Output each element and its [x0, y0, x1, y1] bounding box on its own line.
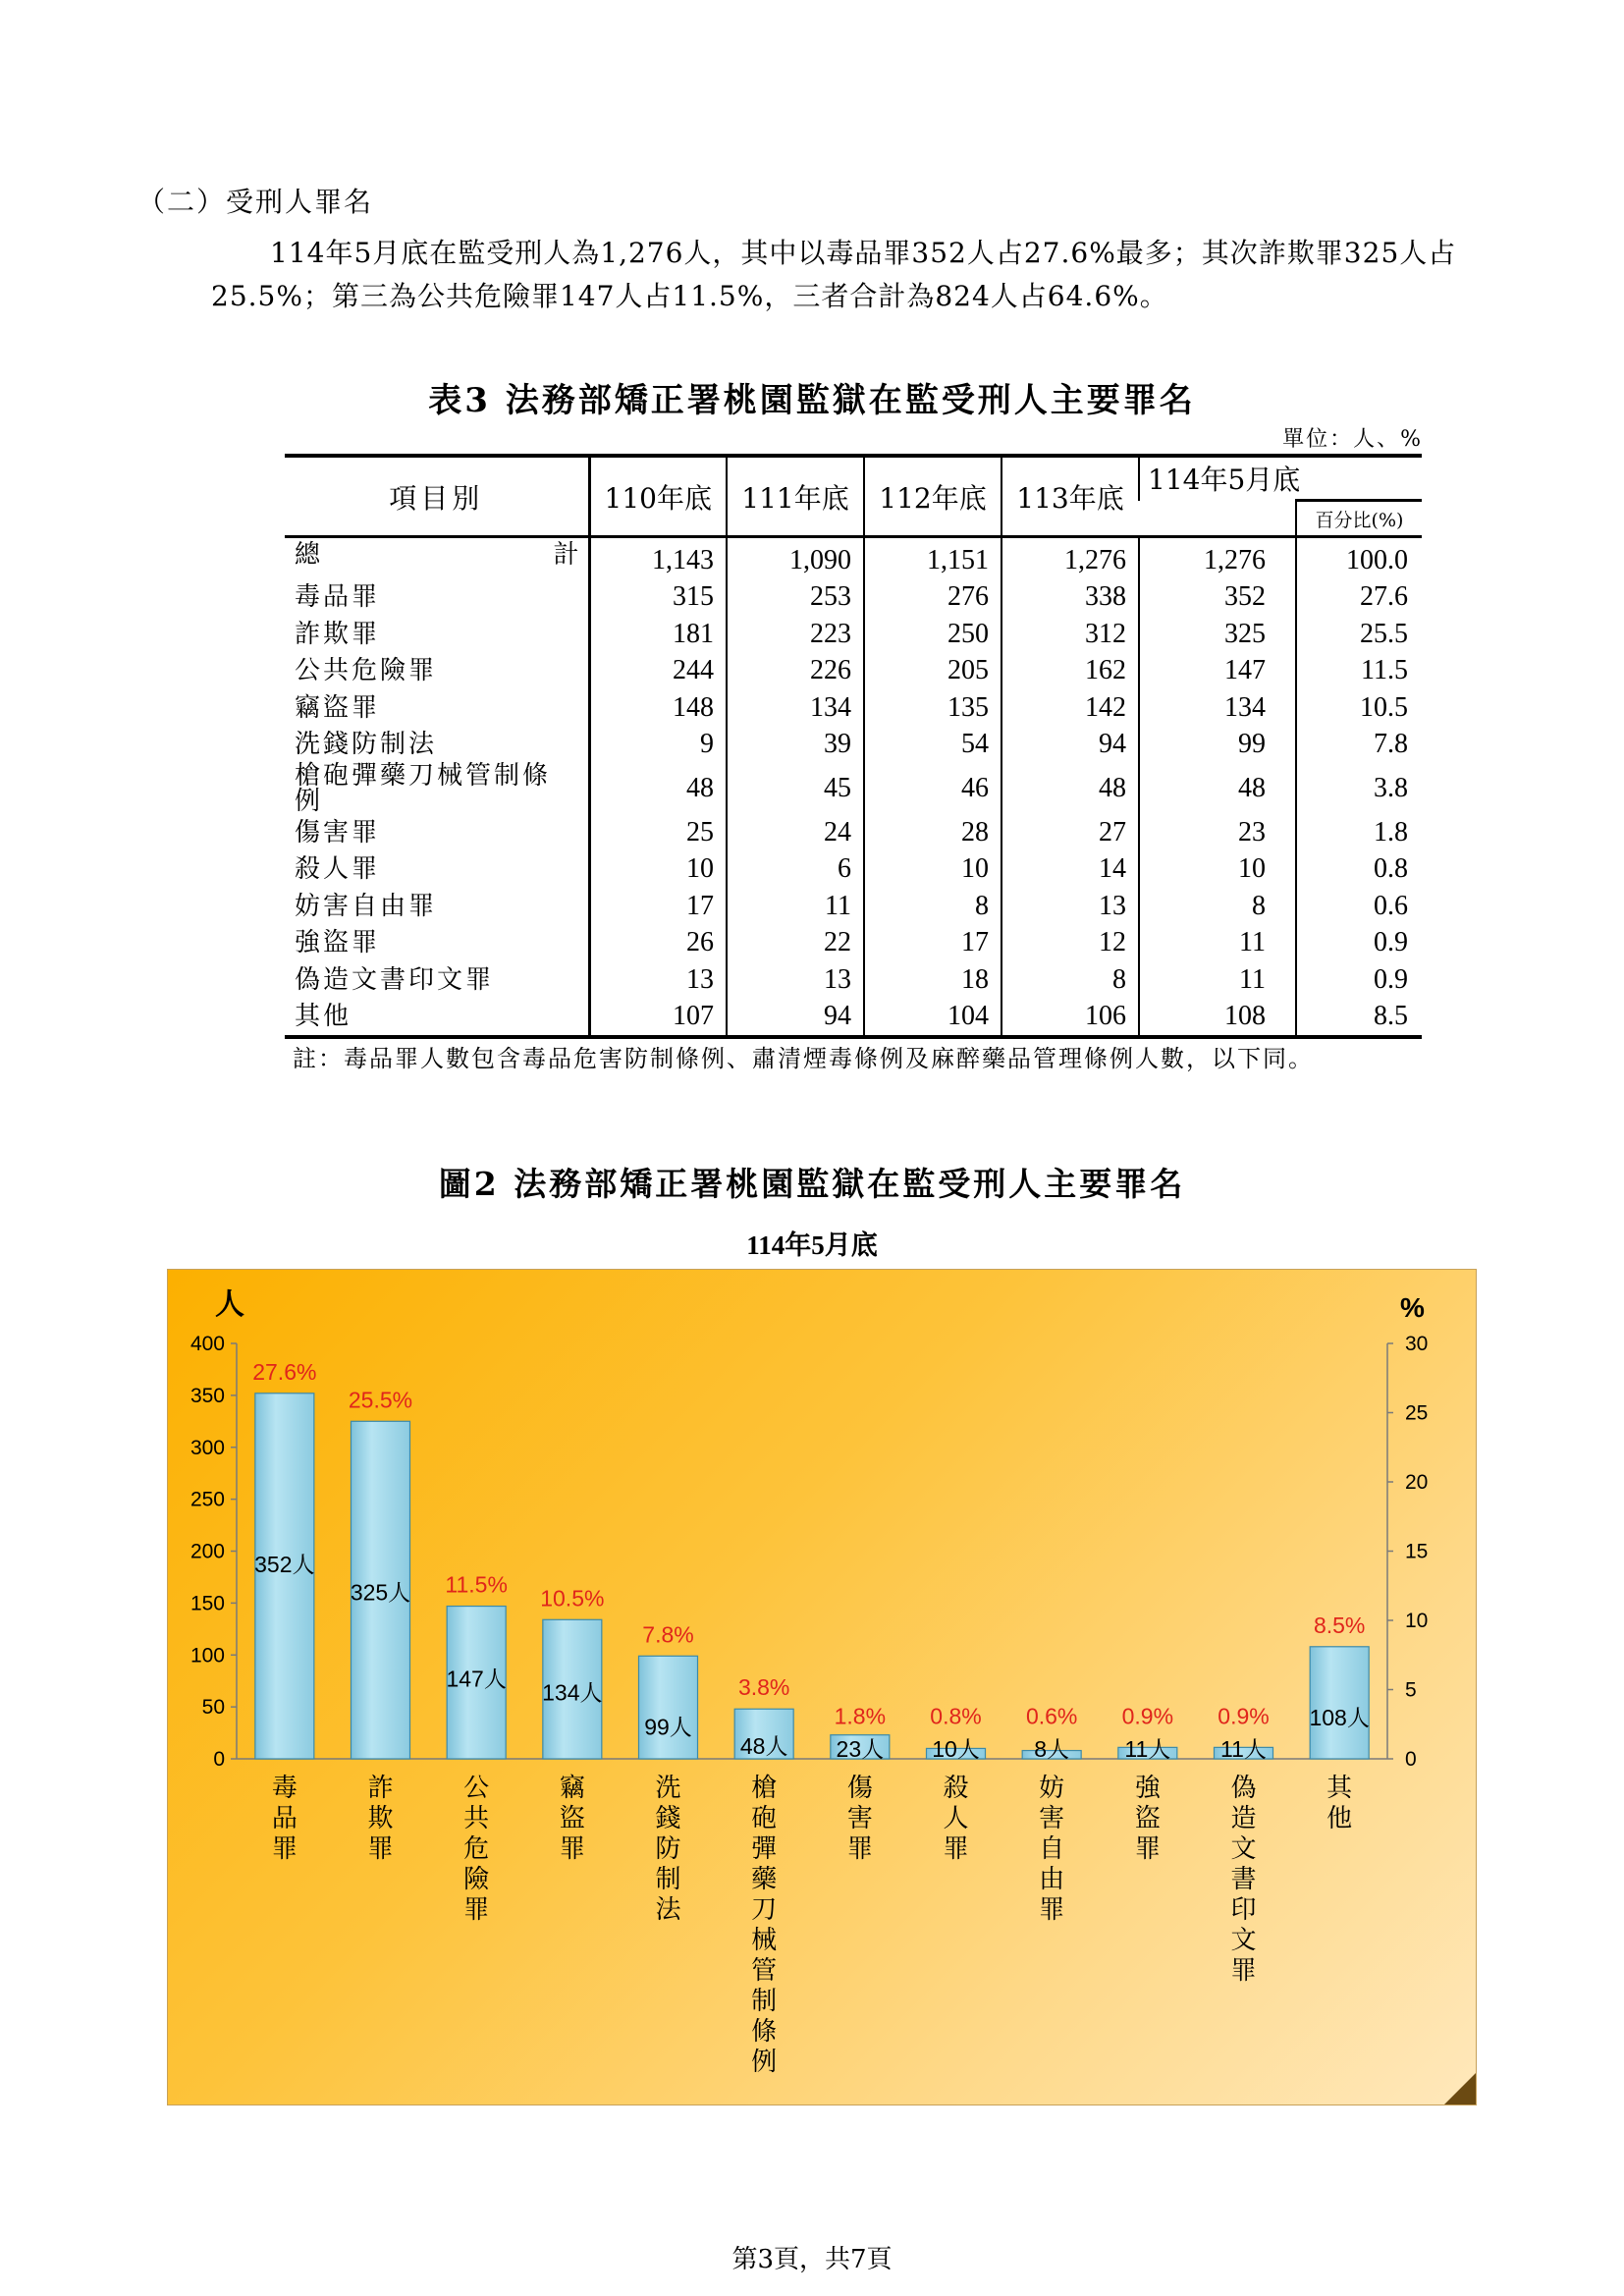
- col-header-112: 112年底: [864, 456, 1001, 537]
- table-row: [285, 689, 1422, 727]
- cell-v111: 11: [727, 888, 864, 925]
- col-header-110: 110年底: [589, 456, 727, 537]
- x-tick-label-char: 法: [655, 1895, 681, 1925]
- table-row: [285, 579, 1422, 617]
- x-tick-label-char: 詐: [367, 1774, 394, 1803]
- x-tick-label-char: 罪: [943, 1834, 969, 1864]
- cell-v112: 28: [864, 814, 1001, 851]
- x-tick-label-char: 盜: [1134, 1804, 1161, 1833]
- bar-percent-label: 0.6%: [1025, 1703, 1078, 1729]
- x-tick-label-char: 傷: [846, 1774, 873, 1803]
- x-tick-label-char: 殺: [943, 1774, 969, 1803]
- x-tick-label-char: 刀: [751, 1895, 778, 1925]
- cell-v114: 147: [1139, 653, 1296, 690]
- bar-value-label: 99人: [644, 1714, 692, 1740]
- bar-value-label: 23人: [836, 1736, 885, 1762]
- table-row: [285, 814, 1422, 851]
- bar-percent-label: 7.8%: [642, 1621, 694, 1648]
- table-row: [285, 888, 1422, 925]
- row-label: 毒品罪: [295, 582, 381, 613]
- paragraph-line-2: 25.5%；第三為公共危險罪147人占11.5%，三者合計為824人占64.6%。: [211, 280, 1168, 312]
- y-tick-label: 0: [213, 1748, 225, 1771]
- x-tick-label-char: 品: [271, 1804, 298, 1833]
- x-tick-label-char: 盜: [559, 1804, 585, 1833]
- x-tick-label-char: 欺: [367, 1804, 394, 1833]
- cell-v110: 25: [589, 814, 727, 851]
- bar-value-label: 108人: [1309, 1704, 1370, 1730]
- y-tick-label: 200: [189, 1540, 225, 1563]
- row-label: 詐欺罪: [295, 619, 381, 649]
- x-tick-label-char: 危: [463, 1834, 490, 1864]
- bar-percent-label: 0.8%: [930, 1703, 982, 1729]
- x-tick-label-char: 罪: [271, 1834, 298, 1864]
- table-row: [285, 653, 1422, 690]
- table-row: [285, 851, 1422, 889]
- row-label: 強盜罪: [295, 928, 381, 958]
- col-header-113: 113年底: [1001, 456, 1139, 537]
- page-curl-decoration: [1444, 2073, 1476, 2105]
- x-tick-label-char: 印: [1230, 1895, 1257, 1925]
- x-tick-label-char: 砲: [751, 1804, 778, 1833]
- x-tick-label-char: 害: [1039, 1804, 1065, 1833]
- page-footer: 第3頁，共7頁: [731, 2245, 893, 2274]
- bar-percent-label: 3.8%: [737, 1674, 790, 1701]
- cell-v114: 1,276: [1139, 537, 1296, 579]
- cell-v110: 48: [589, 763, 727, 814]
- cell-v111: 24: [727, 814, 864, 851]
- chart-subtitle: 114年5月底: [746, 1230, 878, 1260]
- bar-percent-label: 0.9%: [1121, 1703, 1174, 1729]
- cell-v114: 325: [1139, 616, 1296, 653]
- cell-v113: 338: [1001, 579, 1139, 617]
- cell-v114: 8: [1139, 888, 1296, 925]
- y2-tick-label: 20: [1405, 1471, 1429, 1494]
- chart-title: 圖2 法務部矯正署桃園監獄在監受刑人主要罪名: [438, 1165, 1186, 1203]
- x-tick-label-char: 槍: [751, 1774, 778, 1803]
- bar-value-label: 8人: [1034, 1736, 1070, 1762]
- col-header-item: 項目別: [285, 456, 589, 537]
- x-tick-label-char: 防: [655, 1834, 681, 1864]
- x-tick-label-char: 罪: [367, 1834, 394, 1864]
- cell-v113: 13: [1001, 888, 1139, 925]
- cell-v111: 253: [727, 579, 864, 617]
- x-tick-label-char: 人: [943, 1804, 969, 1833]
- row-label: 妨害自由罪: [295, 891, 438, 921]
- cell-v114: 10: [1139, 851, 1296, 889]
- y-tick-label: 150: [189, 1592, 225, 1615]
- x-tick-label-char: 管: [751, 1956, 778, 1986]
- cell-v111: 226: [727, 653, 864, 690]
- x-tick-label-char: 罪: [1134, 1834, 1161, 1864]
- y2-tick-label: 10: [1405, 1610, 1429, 1632]
- bar: [639, 1656, 698, 1759]
- cell-v114: 99: [1139, 727, 1296, 764]
- bar-value-label: 352人: [254, 1551, 315, 1577]
- table-unit: 單位：人、%: [1282, 427, 1423, 452]
- cell-v112: 10: [864, 851, 1001, 889]
- y2-tick-label: 5: [1405, 1678, 1417, 1702]
- x-tick-label-char: 他: [1326, 1804, 1353, 1833]
- cell-v112: 205: [864, 653, 1001, 690]
- bar-value-label: 11人: [1220, 1736, 1267, 1762]
- cell-pct: 3.8: [1296, 763, 1422, 814]
- cell-pct: 25.5: [1296, 616, 1422, 653]
- bar-value-label: 147人: [446, 1666, 507, 1692]
- x-tick-label-char: 罪: [1230, 1956, 1257, 1986]
- col-header-percent: 百分比(%): [1296, 501, 1422, 537]
- table-note: 註：毒品罪人數包含毒品危害防制條例、肅清煙毒條例及麻醉藥品管理條例人數，以下同。: [293, 1045, 1314, 1072]
- crime-table: [285, 454, 1422, 1039]
- bar-value-label: 11人: [1124, 1736, 1171, 1762]
- x-tick-label-char: 毒: [271, 1774, 298, 1803]
- cell-pct: 100.0: [1296, 537, 1422, 579]
- cell-v113: 48: [1001, 763, 1139, 814]
- cell-pct: 0.9: [1296, 961, 1422, 999]
- x-tick-label-char: 錢: [655, 1804, 681, 1833]
- cell-pct: 0.9: [1296, 925, 1422, 962]
- x-tick-label-char: 造: [1230, 1804, 1257, 1833]
- cell-v111: 1,090: [727, 537, 864, 579]
- paragraph-line-1: 114年5月底在監受刑人為1,276人，其中以毒品罪352人占27.6%最多；其次詐欺罪325人占: [270, 237, 1457, 269]
- cell-v113: 14: [1001, 851, 1139, 889]
- x-tick-label-char: 條: [751, 2017, 778, 2047]
- cell-pct: 27.6: [1296, 579, 1422, 617]
- cell-v113: 94: [1001, 727, 1139, 764]
- bar-percent-label: 0.9%: [1218, 1703, 1270, 1729]
- x-tick-label-char: 共: [463, 1804, 490, 1833]
- cell-v113: 312: [1001, 616, 1139, 653]
- cell-v114: 11: [1139, 925, 1296, 962]
- y-tick-label: 250: [189, 1488, 225, 1511]
- y-axis-title: 人: [215, 1287, 244, 1322]
- bar-percent-label: 25.5%: [348, 1387, 413, 1413]
- cell-v112: 17: [864, 925, 1001, 962]
- cell-v113: 162: [1001, 653, 1139, 690]
- cell-v110: 17: [589, 888, 727, 925]
- total-label-a: 總: [295, 540, 324, 570]
- cell-v112: 276: [864, 579, 1001, 617]
- cell-v112: 18: [864, 961, 1001, 999]
- y-tick-label: 100: [189, 1644, 225, 1667]
- x-tick-label-char: 彈: [751, 1834, 778, 1864]
- x-tick-label-char: 藥: [751, 1865, 778, 1894]
- y-tick-label: 400: [189, 1333, 225, 1355]
- cell-v111: 94: [727, 999, 864, 1038]
- cell-pct: 0.6: [1296, 888, 1422, 925]
- cell-v114: 23: [1139, 814, 1296, 851]
- cell-v114: 48: [1139, 763, 1296, 814]
- table-row: [285, 616, 1422, 653]
- cell-v110: 148: [589, 689, 727, 727]
- row-label: 偽造文書印文罪: [295, 964, 495, 995]
- table-row: [285, 763, 1422, 814]
- cell-v111: 6: [727, 851, 864, 889]
- x-tick-label-char: 罪: [463, 1895, 490, 1925]
- cell-v114: 352: [1139, 579, 1296, 617]
- y2-tick-label: 0: [1405, 1748, 1417, 1771]
- bar-value-label: 10人: [932, 1736, 980, 1762]
- x-tick-label-char: 險: [463, 1865, 490, 1894]
- x-tick-label-char: 由: [1039, 1865, 1065, 1894]
- cell-v112: 104: [864, 999, 1001, 1038]
- y-tick-label: 300: [189, 1436, 225, 1459]
- col-header-111: 111年底: [727, 456, 864, 537]
- cell-pct: 1.8: [1296, 814, 1422, 851]
- bar-percent-label: 27.6%: [252, 1358, 317, 1385]
- col-header-114: 114年5月底: [1139, 456, 1422, 501]
- bar-percent-label: 11.5%: [445, 1571, 508, 1598]
- x-tick-label-char: 罪: [559, 1834, 585, 1864]
- x-tick-label-char: 偽: [1230, 1774, 1257, 1803]
- row-label: 槍砲彈藥刀械管制條例: [295, 761, 552, 816]
- cell-v112: 135: [864, 689, 1001, 727]
- cell-v111: 22: [727, 925, 864, 962]
- cell-v110: 244: [589, 653, 727, 690]
- cell-v113: 27: [1001, 814, 1139, 851]
- x-tick-label-char: 制: [655, 1865, 681, 1894]
- cell-v110: 1,143: [589, 537, 727, 579]
- cell-v110: 10: [589, 851, 727, 889]
- x-tick-label-char: 公: [463, 1774, 490, 1803]
- cell-v113: 12: [1001, 925, 1139, 962]
- table-body: [285, 537, 1422, 1038]
- cell-v112: 250: [864, 616, 1001, 653]
- cell-v114: 108: [1139, 999, 1296, 1038]
- row-label: 傷害罪: [295, 817, 381, 847]
- x-tick-label-char: 洗: [655, 1774, 681, 1803]
- table-row: [285, 727, 1422, 764]
- x-tick-label-char: 制: [751, 1987, 778, 2016]
- cell-v114: 134: [1139, 689, 1296, 727]
- x-tick-label-char: 文: [1230, 1834, 1257, 1864]
- x-tick-label-char: 妨: [1039, 1774, 1065, 1803]
- table-title: 表3 法務部矯正署桃園監獄在監受刑人主要罪名: [428, 381, 1196, 420]
- row-label: 其他: [285, 999, 589, 1038]
- bar-percent-label: 10.5%: [540, 1585, 605, 1612]
- x-tick-label-char: 書: [1230, 1865, 1257, 1894]
- y2-axis-title: %: [1400, 1292, 1425, 1323]
- bar: [1310, 1647, 1369, 1759]
- cell-v110: 315: [589, 579, 727, 617]
- cell-pct: 8.5: [1296, 999, 1422, 1038]
- cell-pct: 0.8: [1296, 851, 1422, 889]
- cell-v114: 11: [1139, 961, 1296, 999]
- cell-v110: 181: [589, 616, 727, 653]
- bar-value-label: 134人: [542, 1679, 603, 1706]
- cell-v113: 142: [1001, 689, 1139, 727]
- row-label: 公共危險罪: [295, 656, 438, 686]
- cell-v112: 1,151: [864, 537, 1001, 579]
- cell-v111: 223: [727, 616, 864, 653]
- row-label: 殺人罪: [295, 854, 381, 885]
- x-tick-label-char: 文: [1230, 1926, 1257, 1955]
- x-tick-label-char: 械: [751, 1926, 778, 1955]
- cell-v112: 46: [864, 763, 1001, 814]
- bar-chart: [168, 1270, 1476, 2105]
- x-tick-label-char: 竊: [559, 1774, 585, 1803]
- y-tick-label: 350: [189, 1384, 225, 1407]
- y2-tick-label: 15: [1405, 1540, 1429, 1563]
- bar-percent-label: 8.5%: [1313, 1612, 1366, 1638]
- cell-v113: 1,276: [1001, 537, 1139, 579]
- table-row: [285, 925, 1422, 962]
- cell-v113: 8: [1001, 961, 1139, 999]
- cell-v111: 134: [727, 689, 864, 727]
- row-label: [285, 538, 588, 579]
- table-row: [285, 537, 1422, 579]
- x-tick-label-char: 罪: [846, 1834, 873, 1864]
- bar-value-label: 325人: [350, 1579, 411, 1606]
- cell-v110: 13: [589, 961, 727, 999]
- bar-percent-label: 1.8%: [834, 1703, 887, 1729]
- y-tick-label: 50: [201, 1696, 225, 1720]
- total-label-b: 計: [553, 540, 582, 570]
- x-tick-label-char: 例: [751, 2048, 778, 2077]
- cell-v110: 26: [589, 925, 727, 962]
- cell-pct: 11.5: [1296, 653, 1422, 690]
- cell-v111: 45: [727, 763, 864, 814]
- cell-v111: 39: [727, 727, 864, 764]
- cell-v111: 13: [727, 961, 864, 999]
- cell-v110: 9: [589, 727, 727, 764]
- y2-tick-label: 25: [1405, 1401, 1429, 1425]
- cell-v113: 106: [1001, 999, 1139, 1038]
- cell-v110: 107: [589, 999, 727, 1038]
- table-row: [285, 999, 1422, 1038]
- x-tick-label-char: 其: [1326, 1774, 1353, 1803]
- cell-pct: 7.8: [1296, 727, 1422, 764]
- row-label: 洗錢防制法: [295, 730, 438, 760]
- chart-area: [167, 1269, 1477, 2105]
- x-tick-label-char: 自: [1039, 1834, 1065, 1864]
- table-row: [285, 961, 1422, 999]
- section-heading: （二）受刑人罪名: [137, 186, 374, 218]
- bar-value-label: 48人: [739, 1733, 788, 1759]
- cell-v112: 8: [864, 888, 1001, 925]
- x-tick-label-char: 強: [1134, 1774, 1161, 1803]
- cell-v112: 54: [864, 727, 1001, 764]
- row-label: 竊盜罪: [295, 692, 381, 723]
- x-tick-label-char: 害: [846, 1804, 873, 1833]
- cell-pct: 10.5: [1296, 689, 1422, 727]
- x-tick-label-char: 罪: [1039, 1895, 1065, 1925]
- y2-tick-label: 30: [1405, 1333, 1429, 1355]
